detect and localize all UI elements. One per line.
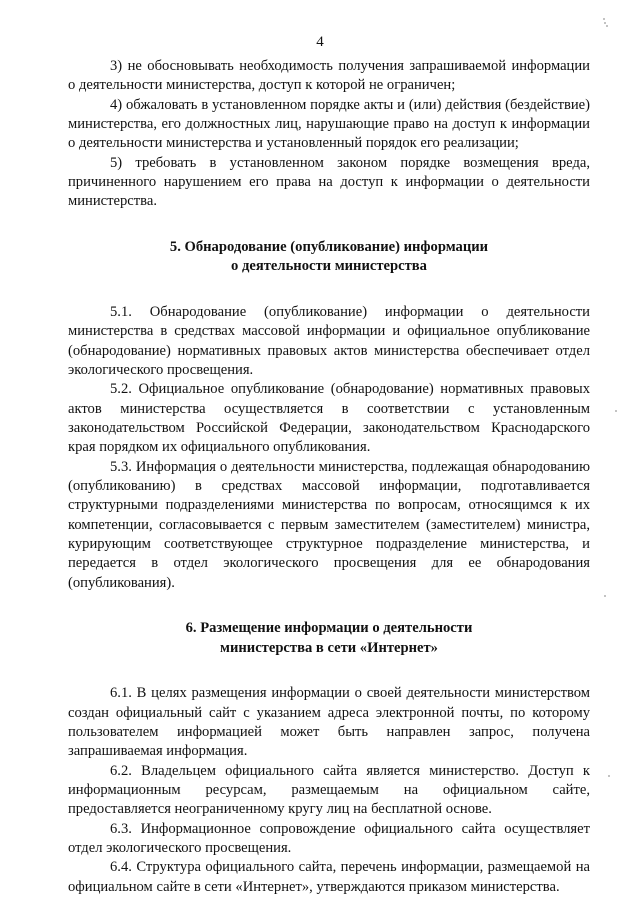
section-5-heading <box>68 238 590 277</box>
section-5-title-line1: 5. Обнародование (опубликование) информации <box>169 238 489 255</box>
scan-speck <box>615 410 617 412</box>
paragraph-6-3: 6.3. Информационное сопровождение официального сайта осуществляет отдел экологического просвещения. <box>68 820 590 857</box>
scan-speck <box>608 775 610 777</box>
scan-speck <box>603 18 605 20</box>
paragraph-5-2: 5.2. Официальное опубликование (обнародование) нормативных правовых актов министерства осуществляется в соответствии с установленным законодательством Российской Федерации, законодательством Краснодарского края порядком их официального опубликования. <box>68 381 590 456</box>
document-body <box>68 57 590 897</box>
list-item: 5) требовать в установленном законом порядке возмещения вреда, причиненного нарушением его права на доступ к информации о деятельности министерства. <box>68 154 590 210</box>
section-6-title-line2: министерства в сети «Интернет» <box>220 639 438 656</box>
list-item: 4) обжаловать в установленном порядке акты и (или) действия (бездействие) министерства, его должностных лиц, нарушающие право на доступ к информации о деятельности министерства и установленный порядок его реализации; <box>68 96 590 152</box>
paragraph-6-4: 6.4. Структура официального сайта, перечень информации, размещаемой на официальном сайте в сети «Интернет», утверждаются приказом министерства. <box>68 859 590 895</box>
section-6-title-line1: 6. Размещение информации о деятельности <box>185 620 473 637</box>
scan-speck <box>604 22 606 24</box>
paragraph-5-1: 5.1. Обнародование (опубликование) информации о деятельности министерства в средствах массовой информации и официальное опубликование (обнародование) нормативных правовых актов министерства обеспечивает отдел экологического просвещения. <box>68 303 590 378</box>
section-6-heading <box>68 619 590 658</box>
paragraph-6-2: 6.2. Владельцем официального сайта является министерство. Доступ к информационным ресурсам, размещаемым на официальном сайте, предоставляется неограниченному кругу лиц на бесплатной основе. <box>68 762 590 818</box>
scan-speck <box>604 595 606 597</box>
page-number: 4 <box>316 34 324 50</box>
scan-speck <box>606 25 608 27</box>
paragraph-6-1: 6.1. В целях размещения информации о своей деятельности министерством создан официальный сайт с указанием адреса электронной почты, по которому пользователем информацией может быть направлен запрос, получена запрашиваемая информация. <box>68 685 590 760</box>
paragraph-5-3: 5.3. Информация о деятельности министерства, подлежащая обнародованию (опубликованию) в средствах массовой информации, подготавливается структурными подразделениями министерства по вопросам, относящимся к их компетенции, согласовывается с первым заместителем (заместителем) министра, курирующим соответствующее структурное подразделение министерства, и передается в отдел экологического просвещения для ее обнародования (опубликования). <box>68 458 590 591</box>
list-item: 3) не обосновывать необходимость получения запрашиваемой информации о деятельности министерства, доступ к которой не ограничен; <box>68 58 590 94</box>
section-5-title-line2: о деятельности министерства <box>231 258 427 275</box>
